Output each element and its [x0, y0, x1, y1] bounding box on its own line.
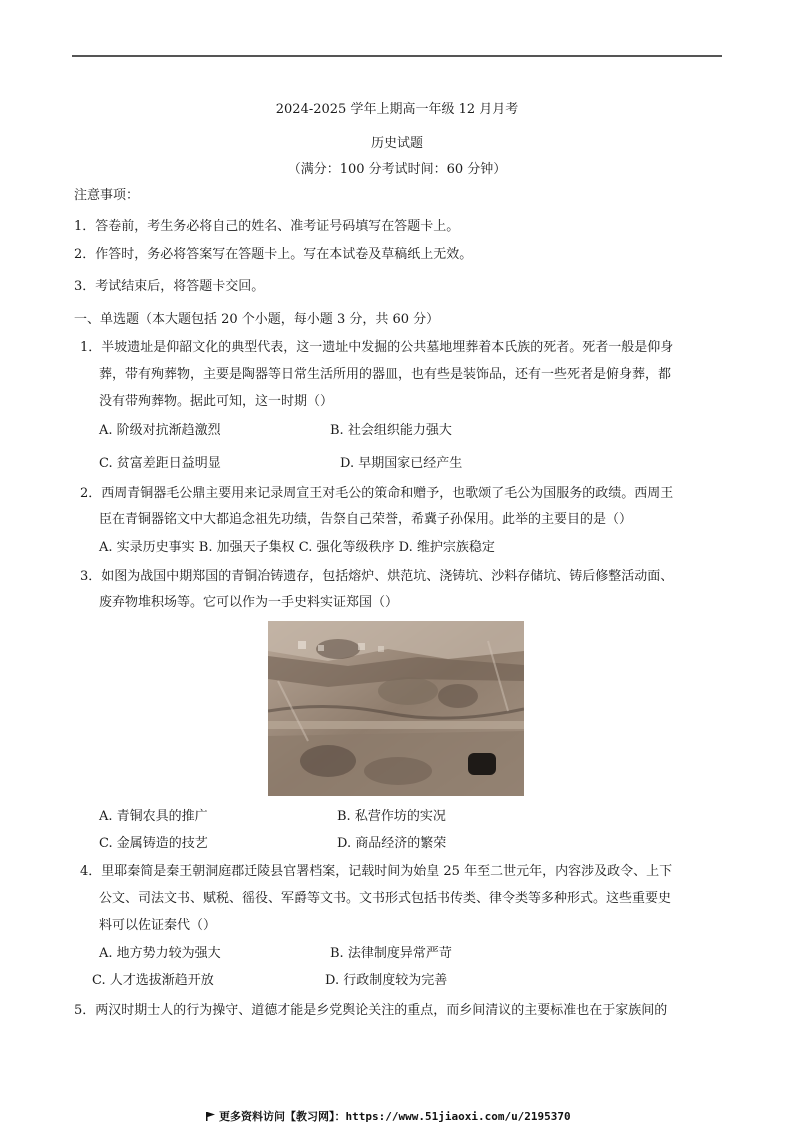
- question-1-option-a: A. 阶级对抗渐趋激烈: [99, 423, 221, 438]
- question-4-line: 4．里耶秦简是秦王朝洞庭郡迁陵县官署档案，记载时间为始皇 25 年至二世元年，内容涉及政令、上下: [80, 864, 673, 879]
- question-1-option-c: C. 贫富差距日益明显: [99, 456, 221, 471]
- question-1-option-b: B. 社会组织能力强大: [330, 423, 452, 438]
- question-4-line: 料可以佐证秦代（）: [99, 918, 217, 933]
- footer-link[interactable]: [206, 1108, 571, 1124]
- question-2-options: A. 实录历史事实 B. 加强天子集权 C. 强化等级秩序 D. 维护宗族稳定: [99, 540, 495, 555]
- exam-info: （满分：100 分考试时间：60 分钟）: [287, 162, 507, 177]
- section-title: 一、单选题（本大题包括 20 个小题，每小题 3 分，共 60 分）: [74, 312, 440, 327]
- question-4-option-c: C. 人才选拔渐趋开放: [92, 973, 214, 988]
- question-1-line: 葬，带有殉葬物，主要是陶器等日常生活所用的器皿，也有些是装饰品，还有一些死者是俯身葬，都: [99, 367, 672, 382]
- question-3-option-c: C. 金属铸造的技艺: [99, 836, 208, 851]
- notice-item: 1．答卷前，考生务必将自己的姓名、准考证号码填写在答题卡上。: [74, 219, 460, 234]
- question-4-option-b: B. 法律制度异常严苛: [330, 946, 452, 961]
- question-3-option-a: A. 青铜农具的推广: [99, 809, 208, 824]
- top-rule: [72, 55, 722, 57]
- question-4-option-d: D. 行政制度较为完善: [325, 973, 448, 988]
- footer-text: 更多资料访问【教习网】：https://www.51jiaoxi.com/u/2195370: [219, 1110, 571, 1123]
- question-3-option-d: D. 商品经济的繁荣: [337, 836, 447, 851]
- exam-title: 2024-2025 学年上期高一年级 12 月月考: [275, 102, 519, 117]
- notice-item: 3．考试结束后，将答题卡交回。: [74, 279, 265, 294]
- flag-icon: [206, 1111, 215, 1120]
- bronze-foundry-photo: [268, 621, 524, 796]
- question-4-option-a: A. 地方势力较为强大: [99, 946, 221, 961]
- question-3-line: 废弃物堆积场等。它可以作为一手史料实证郑国（）: [99, 595, 399, 610]
- question-1-line: 没有带殉葬物。据此可知，这一时期（）: [99, 394, 334, 409]
- question-3-line: 3．如图为战国中期郑国的青铜冶铸遗存，包括熔炉、烘范坑、浇铸坑、沙料存储坑、铸后修整活动面、: [80, 569, 674, 584]
- question-2-line: 臣在青铜器铭文中大都追念祖先功绩，告祭自己荣誉，希冀子孙保用。此举的主要目的是（）: [99, 512, 633, 527]
- notice-item: 2．作答时，务必将答案写在答题卡上。写在本试卷及草稿纸上无效。: [74, 247, 473, 262]
- question-4-line: 公文、司法文书、赋税、徭役、军爵等文书。文书形式包括书传类、律令类等多种形式。这些重要史: [99, 891, 672, 906]
- question-5-line: 5．两汉时期士人的行为操守、道德才能是乡党舆论关注的重点，而乡间清议的主要标准也在于家族间的: [74, 1003, 668, 1018]
- question-1-option-d: D. 早期国家已经产生: [340, 456, 463, 471]
- question-2-line: 2．西周青铜器毛公鼎主要用来记录周宣王对毛公的策命和赠予，也歌颂了毛公为国服务的政绩。西周王: [80, 486, 674, 501]
- exam-subject: 历史试题: [370, 136, 423, 151]
- question-1-line: 1．半坡遗址是仰韶文化的典型代表，这一遗址中发掘的公共墓地埋葬着本氏族的死者。死者一般是仰身: [80, 340, 674, 355]
- notice-heading: 注意事项：: [74, 188, 140, 203]
- question-3-option-b: B. 私营作坊的实况: [337, 809, 446, 824]
